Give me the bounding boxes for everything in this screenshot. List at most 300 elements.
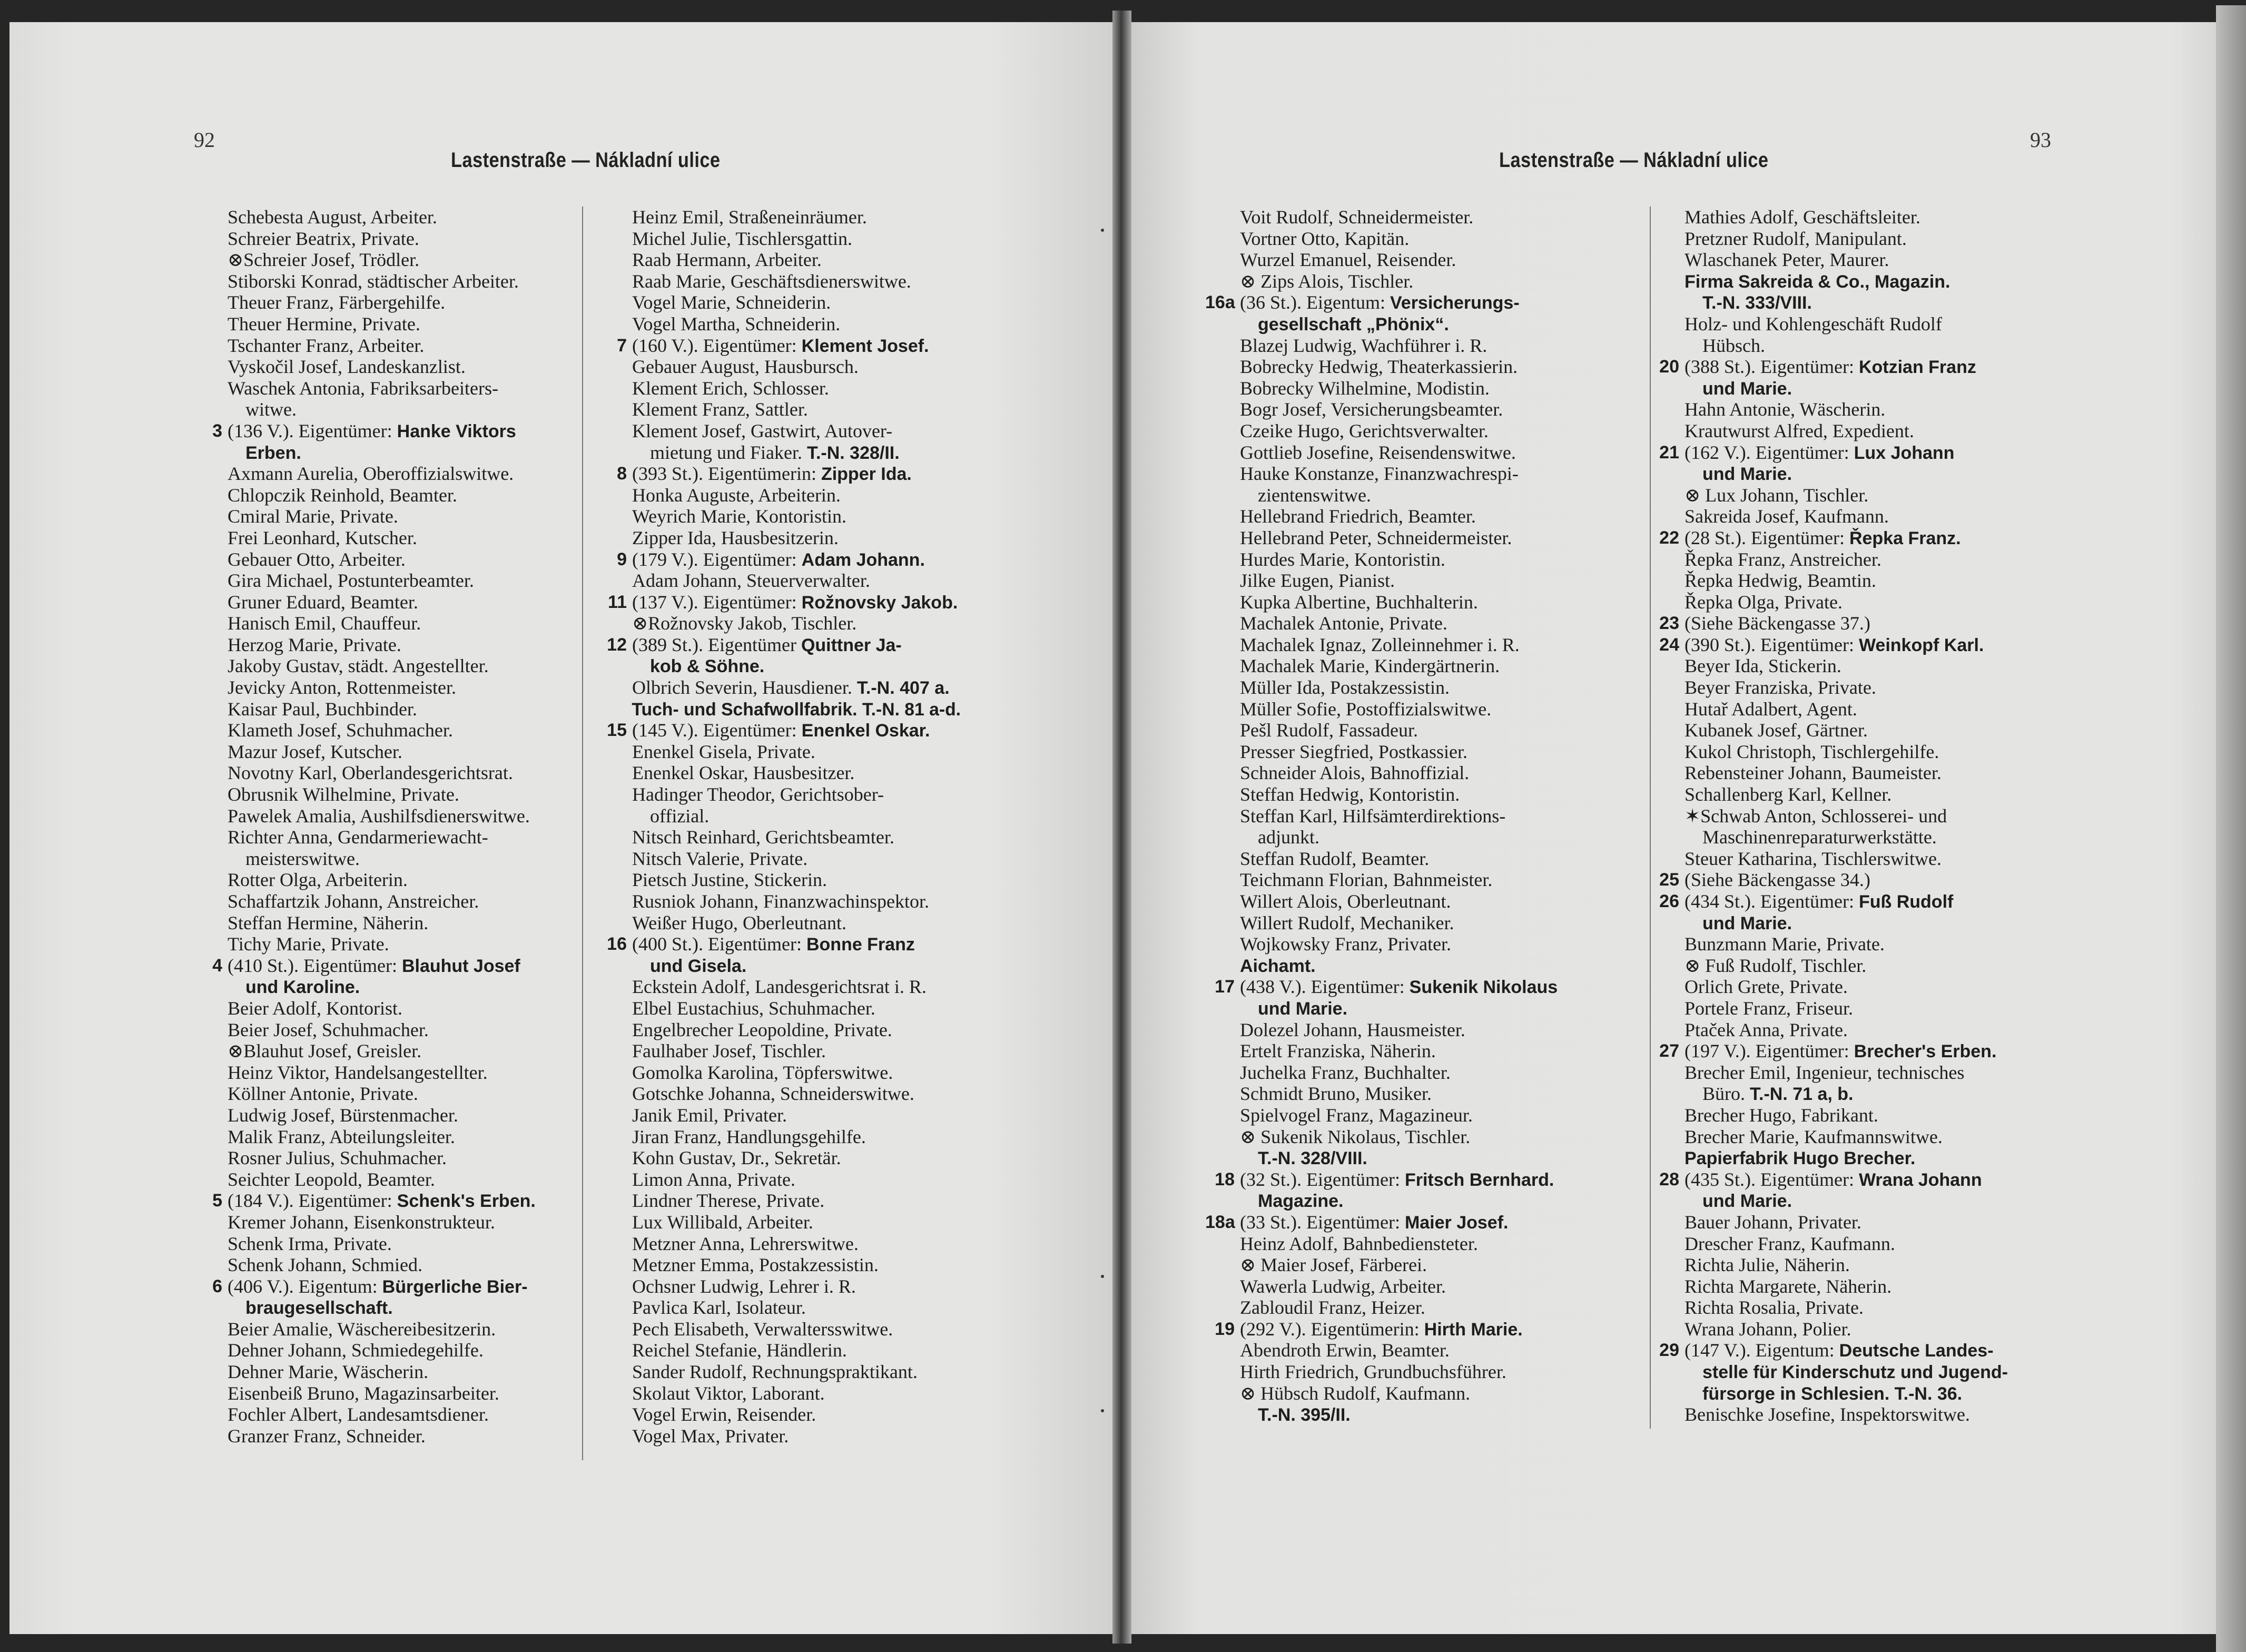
- page-number-right: 93: [2030, 128, 2051, 152]
- directory-line: [1650, 1062, 2013, 1084]
- line-text: [1240, 1019, 1465, 1041]
- entry-text: Vyskočil Josef, Landeskanzlist.: [228, 356, 466, 378]
- entry-text: Müller Ida, Postakzessistin.: [1240, 677, 1450, 699]
- directory-line: [193, 1019, 556, 1041]
- directory-line: [1205, 1383, 1569, 1404]
- entry-text: Vogel Max, Privater.: [632, 1425, 789, 1447]
- line-text: [632, 848, 807, 870]
- line-text: [1684, 955, 1866, 977]
- directory-line: [1205, 827, 1569, 848]
- house-number: 7: [617, 335, 627, 356]
- directory-line: [1205, 592, 1569, 613]
- line-text: [632, 827, 894, 848]
- entry-text: Blazej Ludwig, Wachführer i. R.: [1240, 335, 1488, 356]
- owner-name-bold: fürsorge in Schlesien. T.-N. 36.: [1702, 1383, 1963, 1404]
- entry-text: Enenkel Oskar, Hausbesitzer.: [632, 762, 855, 784]
- directory-line: [1205, 655, 1569, 677]
- margin-dot: [1101, 229, 1104, 232]
- directory-line: [1650, 976, 2013, 998]
- line-text: [228, 1083, 418, 1105]
- line-text: [1240, 249, 1456, 271]
- line-text: [245, 399, 297, 420]
- entry-text: Granzer Franz, Schneider.: [228, 1425, 426, 1447]
- directory-line: [193, 313, 556, 335]
- entry-text: Beyer Ida, Stickerin.: [1684, 655, 1841, 677]
- directory-line: [597, 1319, 961, 1340]
- owner-name-bold: Blauhut Josef: [401, 956, 520, 976]
- directory-line: [193, 1383, 556, 1404]
- house-number: 15: [607, 720, 627, 741]
- entry-text: zientenswitwe.: [1258, 484, 1371, 506]
- owner-name-bold: Enenkel Oskar.: [801, 721, 930, 741]
- owner-name-bold: Hirth Marie.: [1424, 1319, 1523, 1340]
- house-entry-line: [1650, 869, 2013, 891]
- directory-line: [193, 998, 556, 1019]
- entry-text: Voit Rudolf, Schneidermeister.: [1240, 206, 1474, 228]
- entry-text: Heinz Emil, Straßeneinräumer.: [632, 206, 867, 228]
- directory-line: [1650, 1105, 2013, 1126]
- line-text: [228, 249, 419, 271]
- line-text: [1684, 1297, 1864, 1319]
- directory-line: [1650, 420, 2013, 442]
- running-head-left: Lastenstraße — Nákladní ulice: [451, 149, 721, 172]
- directory-line: [193, 827, 556, 848]
- entry-text: Wlaschanek Peter, Maurer.: [1684, 249, 1889, 271]
- entry-text: (406 V.). Eigentum:: [228, 1275, 382, 1297]
- line-text: [1684, 506, 1889, 527]
- entry-text: Gebauer Otto, Arbeiter.: [228, 548, 406, 570]
- directory-line: [597, 869, 961, 891]
- owner-name-bold: Weinkopf Karl.: [1858, 635, 1984, 655]
- line-text: [1684, 1319, 1851, 1340]
- entry-text: Brecher Marie, Kaufmannswitwe.: [1684, 1126, 1943, 1147]
- owner-name-bold: kob & Söhne.: [650, 656, 765, 677]
- entry-text: Rosner Julius, Schuhmacher.: [228, 1147, 447, 1169]
- entry-text: (435 St.). Eigentümer:: [1684, 1168, 1859, 1190]
- entry-text: offizial.: [650, 805, 710, 827]
- directory-line: [1650, 655, 2013, 677]
- directory-line: [193, 1062, 556, 1084]
- line-text: [632, 399, 808, 420]
- entry-text: Mazur Josef, Kutscher.: [228, 741, 402, 762]
- entry-text: Eckstein Adolf, Landesgerichtsrat i. R.: [632, 976, 927, 998]
- line-text: [1240, 335, 1487, 357]
- line-text: [228, 592, 418, 613]
- directory-line: [193, 1147, 556, 1169]
- entry-text: Beier Adolf, Kontorist.: [228, 997, 402, 1019]
- directory-line: [1205, 399, 1569, 420]
- directory-line: [193, 271, 556, 292]
- directory-line: [1650, 720, 2013, 741]
- entry-text: ⊗ Sukenik Nikolaus, Tischler.: [1240, 1126, 1471, 1147]
- directory-line: [193, 506, 556, 527]
- entry-text: Kupka Albertine, Buchhalterin.: [1240, 591, 1478, 613]
- house-entry-line: [1650, 1040, 2013, 1062]
- house-number: 5: [212, 1191, 222, 1211]
- directory-line: [193, 356, 556, 378]
- line-text: [228, 1190, 536, 1212]
- entry-text: Tichy Marie, Private.: [228, 933, 389, 955]
- line-text: [1240, 1297, 1425, 1319]
- line-text: [1684, 271, 1950, 293]
- house-entry-line: [1650, 891, 2013, 912]
- entry-text: Schenk Irma, Private.: [228, 1233, 392, 1254]
- line-text: [1258, 827, 1319, 848]
- entry-text: Bunzmann Marie, Private.: [1684, 933, 1885, 955]
- entry-text: Steffan Hedwig, Kontoristin.: [1240, 784, 1460, 805]
- directory-line: [597, 1147, 961, 1169]
- entry-text: Mathies Adolf, Geschäftsleiter.: [1684, 206, 1920, 228]
- directory-line: [1205, 313, 1569, 335]
- entry-text: (410 St.). Eigentümer:: [228, 955, 402, 976]
- line-text: [228, 1147, 447, 1169]
- directory-line: [1650, 933, 2013, 955]
- entry-text: Malik Franz, Abteilungsleiter.: [228, 1126, 455, 1147]
- line-text: [228, 570, 474, 592]
- owner-name-bold: Klement Josef.: [801, 336, 929, 356]
- line-text: [650, 805, 709, 827]
- entry-text: ⊗ Fuß Rudolf, Tischler.: [1684, 955, 1867, 976]
- directory-line: [193, 976, 556, 998]
- house-entry-line: [1650, 1340, 2013, 1361]
- line-text: [632, 1019, 892, 1041]
- line-text: [1684, 1105, 1878, 1126]
- directory-line: [1205, 869, 1569, 891]
- entry-text: Jiran Franz, Handlungsgehilfe.: [632, 1126, 866, 1147]
- house-number: 23: [1659, 613, 1679, 634]
- owner-name-bold: Maier Josef.: [1404, 1212, 1509, 1233]
- line-text: [1240, 1383, 1470, 1404]
- line-text: [1684, 527, 1961, 549]
- directory-line: [1650, 1233, 2013, 1255]
- entry-text: ⊗Rožnovsky Jakob, Tischler.: [632, 613, 857, 634]
- line-text: [632, 1062, 893, 1084]
- owner-name-bold: und Karoline.: [245, 977, 360, 998]
- entry-text: Skolaut Viktor, Laborant.: [632, 1382, 825, 1404]
- line-text: [228, 1169, 435, 1191]
- directory-line: [1650, 463, 2013, 485]
- line-text: [245, 1297, 393, 1318]
- line-text: [1258, 485, 1371, 506]
- directory-line: [1650, 1254, 2013, 1276]
- directory-line: [1205, 527, 1569, 549]
- line-text: [632, 1404, 816, 1425]
- entry-text: ⊗ Hübsch Rudolf, Kaufmann.: [1240, 1382, 1471, 1404]
- entry-text: (33 St.). Eigentümer:: [1240, 1211, 1405, 1233]
- line-text: [1684, 592, 1843, 613]
- house-number: 28: [1659, 1169, 1679, 1189]
- line-text: [228, 1105, 458, 1126]
- line-text: [1684, 891, 1953, 913]
- directory-line: [597, 249, 961, 271]
- house-number: 16: [607, 934, 627, 955]
- line-text: [1240, 1105, 1473, 1126]
- line-text: [228, 1019, 429, 1041]
- line-text: [1684, 720, 1868, 741]
- house-number: 12: [607, 634, 627, 655]
- entry-text: Beier Amalie, Wäschereibesitzerin.: [228, 1318, 496, 1340]
- line-text: [1702, 912, 1792, 933]
- entry-text: Kohn Gustav, Dr., Sekretär.: [632, 1147, 841, 1169]
- entry-text: Drescher Franz, Kaufmann.: [1684, 1233, 1895, 1254]
- line-text: [1240, 741, 1467, 763]
- directory-line: [1650, 378, 2013, 399]
- entry-text: Klement Franz, Sattler.: [632, 399, 808, 420]
- directory-line: [193, 570, 556, 592]
- line-text: [1240, 506, 1476, 527]
- entry-text: Pavlica Karl, Isolateur.: [632, 1297, 806, 1319]
- entry-text: Presser Siegfried, Postkassier.: [1240, 741, 1467, 762]
- directory-line: [597, 976, 961, 998]
- directory-line: [1205, 1254, 1569, 1276]
- line-text: [1684, 762, 1942, 784]
- directory-line: [597, 442, 961, 464]
- entry-text: Bobrecky Wilhelmine, Modistin.: [1240, 377, 1490, 399]
- directory-line: [1205, 249, 1569, 271]
- entry-text: Weyrich Marie, Kontoristin.: [632, 506, 847, 527]
- line-text: [1684, 655, 1841, 677]
- entry-text: Richta Margarete, Näherin.: [1684, 1275, 1892, 1297]
- directory-line: [193, 399, 556, 420]
- entry-text: Wurzel Emanuel, Reisender.: [1240, 249, 1456, 271]
- directory-line: [597, 506, 961, 527]
- directory-line: [597, 998, 961, 1019]
- directory-line: [1205, 613, 1569, 634]
- entry-text: (32 St.). Eigentümer:: [1240, 1168, 1405, 1190]
- directory-line: [193, 655, 556, 677]
- line-text: [1702, 378, 1792, 399]
- directory-line: [1650, 1383, 2013, 1404]
- line-text: [228, 1340, 484, 1361]
- line-text: [1684, 1276, 1892, 1297]
- entry-text: Chlopczik Reinhold, Beamter.: [228, 484, 457, 506]
- entry-text: Bauer Johann, Privater.: [1684, 1211, 1861, 1233]
- line-text: [632, 592, 958, 614]
- line-text: [632, 228, 852, 250]
- line-text: [228, 1233, 392, 1255]
- directory-line: [193, 869, 556, 891]
- line-text: [228, 655, 489, 677]
- entry-text: Klement Josef, Gastwirt, Autover-: [632, 420, 893, 441]
- right-page: [1123, 22, 2216, 1634]
- entry-text: ⊗Blauhut Josef, Greisler.: [228, 1040, 422, 1062]
- directory-line: [1205, 762, 1569, 784]
- directory-line: [597, 292, 961, 313]
- entry-text: Novotny Karl, Oberlandesgerichtsrat.: [228, 762, 513, 784]
- entry-text: Juchelka Franz, Buchhalter.: [1240, 1061, 1451, 1083]
- entry-text: Faulhaber Josef, Tischler.: [632, 1040, 826, 1062]
- owner-name-bold: Papierfabrik Hugo Brecher.: [1684, 1148, 1916, 1169]
- entry-text: Reichel Stefanie, Händlerin.: [632, 1340, 847, 1361]
- line-text: [228, 933, 389, 955]
- entry-text: Engelbrecher Leopoldine, Private.: [632, 1019, 892, 1040]
- line-text: [1702, 292, 1812, 313]
- entry-text: ⊗ Lux Johann, Tischler.: [1684, 484, 1869, 506]
- line-text: [228, 420, 516, 442]
- directory-line: [193, 805, 556, 827]
- entry-text: Dehner Johann, Schmiedegehilfe.: [228, 1340, 484, 1361]
- directory-line: [1650, 998, 2013, 1019]
- entry-text: (162 V.). Eigentümer:: [1684, 441, 1854, 463]
- line-text: [632, 420, 892, 442]
- line-text: [228, 206, 437, 228]
- directory-line: [597, 848, 961, 870]
- directory-line: [1650, 741, 2013, 763]
- directory-line: [1205, 955, 1569, 977]
- owner-name-bold: Versicherungs-: [1390, 293, 1520, 313]
- owner-name-bold: Zipper Ida.: [821, 464, 912, 485]
- line-text: [1240, 613, 1447, 634]
- line-text: [650, 442, 900, 463]
- entry-text: ⊗ Maier Josef, Färberei.: [1240, 1254, 1427, 1276]
- directory-line: [1205, 506, 1569, 527]
- house-number: 6: [212, 1276, 222, 1296]
- line-text: [1240, 720, 1418, 741]
- line-text: [1684, 249, 1889, 271]
- directory-line: [1650, 313, 2013, 335]
- line-text: [1684, 1062, 1964, 1084]
- line-text: [632, 762, 854, 784]
- line-text: [1240, 1040, 1436, 1062]
- book-edge: [2216, 5, 2246, 1652]
- entry-text: Vogel Marie, Schneiderin.: [632, 292, 831, 313]
- line-text: [1240, 292, 1520, 314]
- directory-line: [1205, 677, 1569, 699]
- entry-text: Steffan Hermine, Näherin.: [228, 912, 429, 933]
- directory-line: [1205, 891, 1569, 912]
- line-text: [1240, 1361, 1506, 1383]
- entry-text: Kremer Johann, Eisenkonstrukteur.: [228, 1211, 495, 1233]
- owner-name-bold: gesellschaft „Phönix“.: [1258, 314, 1449, 335]
- line-text: [1684, 677, 1876, 699]
- house-entry-line: [1650, 356, 2013, 378]
- directory-line: [193, 634, 556, 656]
- line-text: [1240, 1254, 1427, 1276]
- house-number: 19: [1215, 1319, 1235, 1339]
- line-text: [1684, 784, 1892, 805]
- entry-text: Řepka Hedwig, Beamtin.: [1684, 570, 1876, 592]
- line-text: [228, 292, 445, 313]
- directory-line: [1205, 1062, 1569, 1084]
- entry-text: Adam Johann, Steuerverwalter.: [632, 570, 870, 592]
- directory-line: [597, 399, 961, 420]
- entry-text: Beier Josef, Schuhmacher.: [228, 1019, 429, 1040]
- owner-name-bold: Schenk's Erben.: [397, 1191, 536, 1212]
- directory-line: [597, 1190, 961, 1212]
- entry-text: Sakreida Josef, Kaufmann.: [1684, 506, 1889, 527]
- directory-line: [1205, 228, 1569, 250]
- entry-text: Raab Hermann, Arbeiter.: [632, 249, 822, 271]
- entry-text: Obrusnik Wilhelmine, Private.: [228, 784, 459, 805]
- entry-text: Pešl Rudolf, Fassadeur.: [1240, 720, 1418, 741]
- entry-text: Steuer Katharina, Tischlerswitwe.: [1684, 848, 1942, 869]
- line-text: [632, 463, 912, 485]
- line-text: [632, 741, 815, 763]
- entry-text: (145 V.). Eigentümer:: [632, 720, 802, 741]
- entry-text: Wojkowsky Franz, Privater.: [1240, 933, 1452, 955]
- directory-line: [193, 206, 556, 228]
- directory-line: [1205, 784, 1569, 805]
- running-head-right: Lastenstraße — Nákladní ulice: [1499, 149, 1769, 172]
- directory-line: [1205, 271, 1569, 292]
- entry-text: Willert Rudolf, Mechaniker.: [1240, 912, 1454, 933]
- column-right-1: [1205, 206, 1569, 1425]
- line-text: [632, 1425, 789, 1447]
- entry-text: Portele Franz, Friseur.: [1684, 997, 1853, 1019]
- entry-text: Maschinenreparaturwerkstätte.: [1702, 827, 1937, 848]
- directory-line: [1650, 485, 2013, 506]
- directory-line: [1650, 848, 2013, 870]
- entry-text: Holz- und Kohlengeschäft Rudolf: [1684, 313, 1942, 335]
- entry-text: Schmidt Bruno, Musiker.: [1240, 1083, 1432, 1105]
- entry-text: (28 St.). Eigentümer:: [1684, 527, 1849, 548]
- house-number: 3: [212, 420, 222, 441]
- directory-line: [597, 677, 961, 699]
- entry-text: (147 V.). Eigentum:: [1684, 1340, 1839, 1361]
- line-text: [632, 784, 884, 805]
- house-number: 4: [212, 955, 222, 976]
- line-text: [1684, 313, 1942, 335]
- house-entry-line: [597, 720, 961, 741]
- directory-line: [597, 699, 961, 720]
- directory-line: [597, 1105, 961, 1126]
- line-text: [632, 1169, 795, 1191]
- directory-line: [193, 1425, 556, 1447]
- line-text: [1684, 933, 1885, 955]
- entry-text: Heinz Viktor, Handelsangestellter.: [228, 1061, 488, 1083]
- directory-line: [193, 1340, 556, 1361]
- entry-text: Metzner Emma, Postakzessistin.: [632, 1254, 879, 1276]
- entry-text: Zabloudil Franz, Heizer.: [1240, 1297, 1425, 1319]
- line-text: [1240, 420, 1489, 442]
- entry-text: (160 V.). Eigentümer:: [632, 335, 802, 356]
- line-text: [1702, 1361, 2008, 1382]
- house-number: 9: [617, 549, 627, 569]
- line-text: [1684, 356, 1976, 378]
- line-text: [228, 762, 513, 784]
- entry-text: (Siehe Bäckengasse 37.): [1684, 613, 1870, 634]
- line-text: [1240, 228, 1409, 250]
- line-text: [632, 378, 829, 399]
- line-text: [1240, 1212, 1508, 1234]
- entry-text: Wawerla Ludwig, Arbeiter.: [1240, 1275, 1446, 1297]
- entry-text: Stiborski Konrad, städtischer Arbeiter.: [228, 270, 519, 292]
- entry-text: Bogr Josef, Versicherungsbeamter.: [1240, 399, 1503, 420]
- directory-line: [597, 741, 961, 763]
- line-text: [1240, 976, 1558, 998]
- directory-line: [1205, 1019, 1569, 1041]
- line-text: [1684, 699, 1857, 720]
- entry-text: Janik Emil, Privater.: [632, 1104, 787, 1126]
- line-text: [1702, 335, 1765, 356]
- directory-line: [1205, 570, 1569, 592]
- directory-line: [193, 292, 556, 313]
- directory-line: [193, 912, 556, 934]
- line-text: [632, 1254, 879, 1276]
- directory-line: [1205, 699, 1569, 720]
- margin-dot: [1101, 1409, 1104, 1412]
- owner-name-bold: Bürgerliche Bier-: [382, 1276, 528, 1297]
- entry-text: Orlich Grete, Private.: [1684, 976, 1848, 998]
- entry-text: witwe.: [245, 399, 297, 420]
- entry-text: Tschanter Franz, Arbeiter.: [228, 335, 425, 356]
- house-number: 27: [1659, 1041, 1679, 1061]
- house-number: 25: [1659, 870, 1679, 890]
- line-text: [1684, 1040, 1996, 1063]
- directory-line: [1650, 1190, 2013, 1212]
- directory-line: [597, 356, 961, 378]
- directory-line: [1650, 292, 2013, 313]
